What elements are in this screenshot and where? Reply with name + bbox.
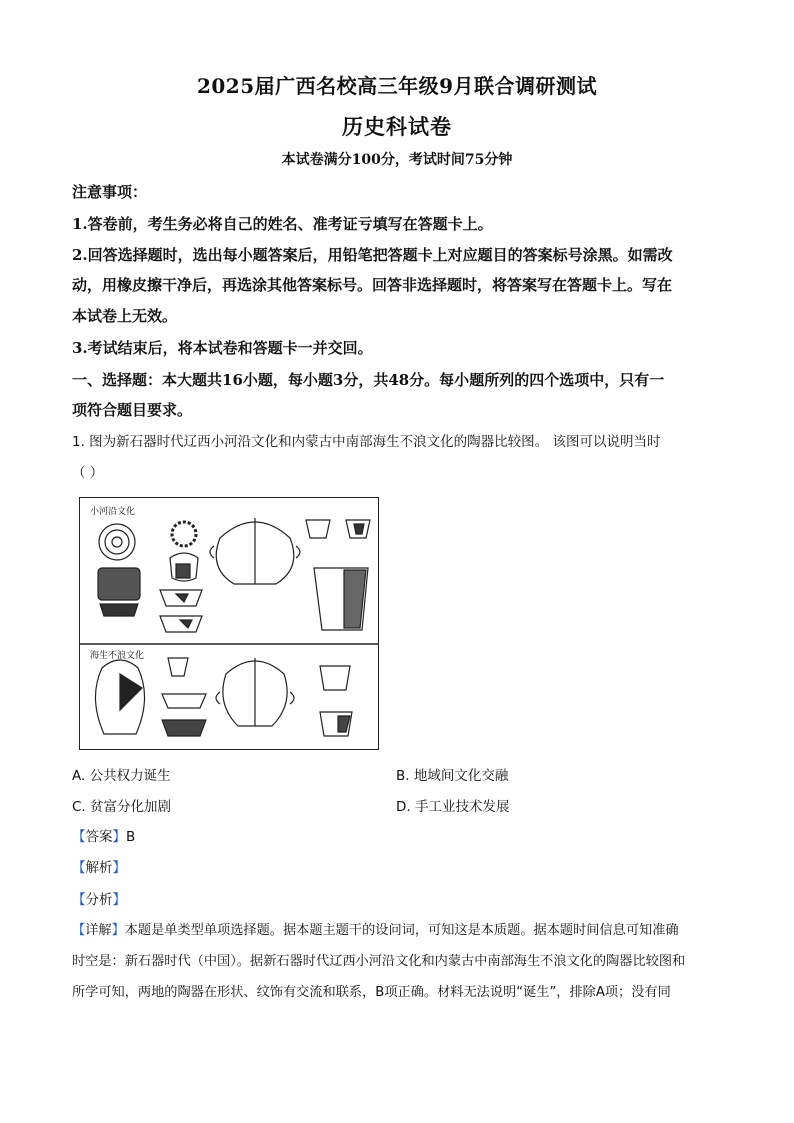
notes-line-3: 动，用橡皮擦干净后，再选涂其他答案标号。回答非选择题时，将答案写在答题卡上。写在 [72,276,673,294]
pottery-comparison-figure [79,497,379,750]
option-d[interactable]: D. 手工业技术发展 [396,799,510,815]
exam-title: 2025届广西名校高三年级9月联合调研测试 [196,74,598,98]
haishengbulang-pottery-group [95,658,352,736]
option-c[interactable]: C. 贫富分化加剧 [72,799,172,815]
exam-info: 本试卷满分100分，考试时间75分钟 [281,152,513,168]
bowl-3 [162,694,206,708]
option-b[interactable]: B. 地域间文化交融 [396,768,509,784]
ring-bowl [172,522,196,546]
section-heading-line-2: 项符合题目要求。 [72,401,193,419]
detail-line-1: 【详解】本题是单类型单项选择题。据本题主题干的设问词，可知这是本质题。据本题时间信息可知准确 [72,923,679,938]
analysis-tag: 【解析】 [72,860,126,876]
answer-value: B [126,829,136,845]
detail-line-3: 所学可知，两地的陶器在形状、纹饰有交流和联系，B项正确。材料无法说明“诞生”，排除A项；没有同 [72,985,671,1000]
answer-line: 【答案】B [72,829,136,845]
bowl-2 [160,616,202,632]
cup-3 [320,666,350,690]
notes-line-2: 2.回答选择题时，选出每小题答案后，用铅笔把答题卡上对应题目的答案标号涂黑。如需改 [72,246,673,264]
label-haishengbulang-culture: 海生不浪文化 [90,651,145,661]
option-a[interactable]: A. 公共权力诞生 [72,768,171,784]
question-1-paren: （ ） [72,465,104,481]
fenxi-tag: 【分析】 [72,892,126,908]
notes-line-5: 3.考试结束后，将本试卷和答题卡一并交回。 [72,339,373,357]
xiaoheyan-pottery-group [98,518,370,632]
pottery-drawings [80,498,378,749]
small-cup [168,658,188,676]
cup-1 [306,520,330,538]
notes-line-1: 1.答卷前，考生务必将自己的姓名、准考证亏填写在答题卡上。 [72,215,493,233]
label-xiaoheyan-culture: 小河沿文化 [90,507,136,517]
notes-line-4: 本试卷上无效。 [72,307,178,325]
exam-subject: 历史科试卷 [342,114,452,139]
detail-line-2: 时空是：新石器时代（中国）。据新石器时代辽西小河沿文化和内蒙古中南部海生不浪文化的陶器比较图和 [72,954,686,969]
patterned-jar [98,568,140,600]
notes-heading: 注意事项： [72,183,148,201]
bowl-4 [162,720,206,736]
section-heading-line-1: 一、选择题：本大题共16小题，每小题3分，共48分。每小题所列的四个选项中，只有一 [72,371,665,389]
question-1-stem: 1. 图为新石器时代辽西小河沿文化和内蒙古中南部海生不浪文化的陶器比较图。 该图可以说明当时 [72,434,661,450]
